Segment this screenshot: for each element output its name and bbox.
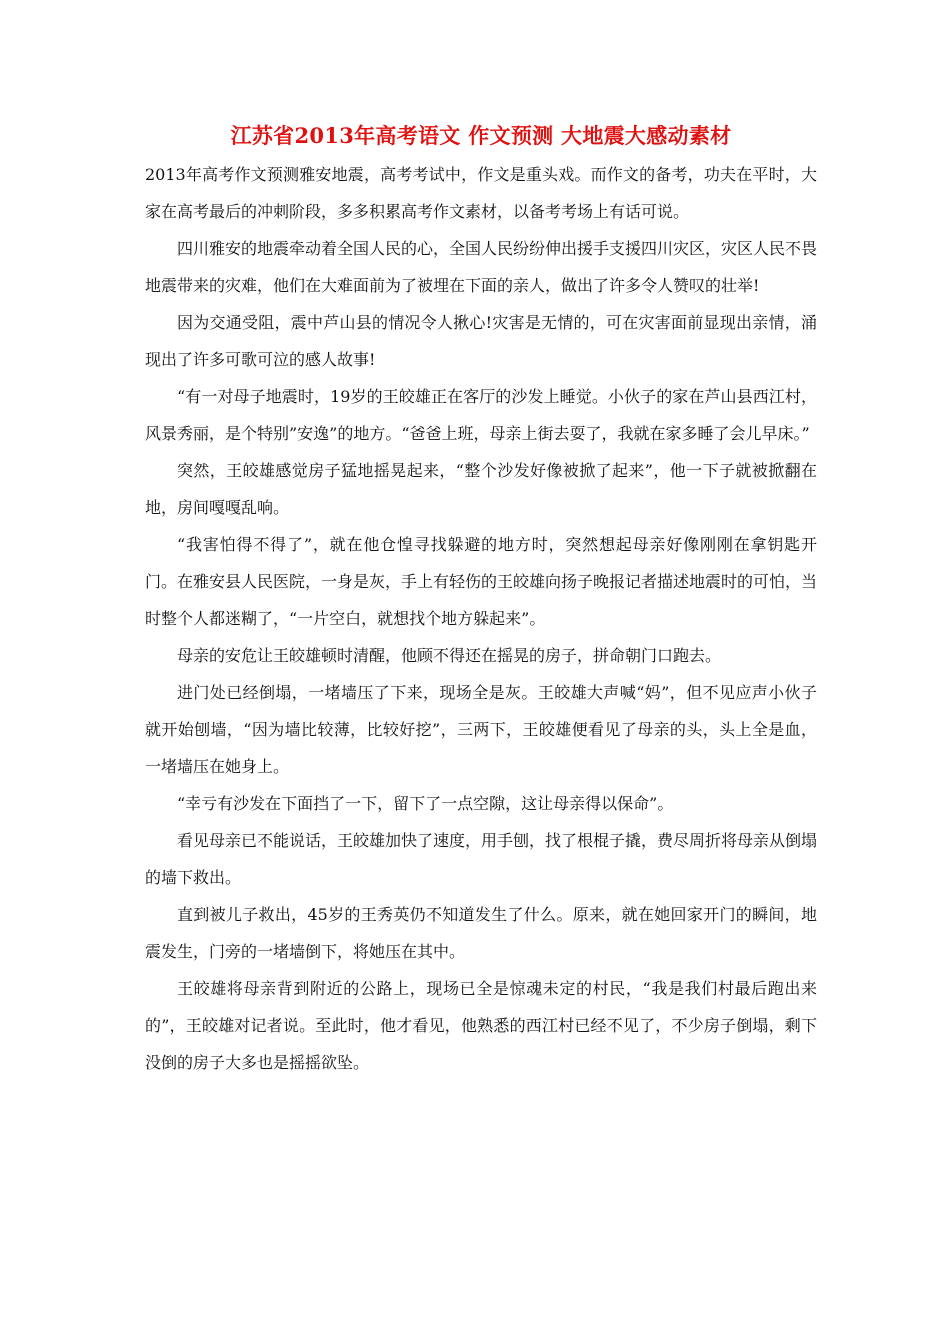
paragraph-entrance-collapsed: 进门处已经倒塌，一堵墙压了下来，现场全是灰。王皎雄大声喊“妈”，但不见应声小伙子就开始刨墙，“因为墙比较薄，比较好挖”，三两下，王皎雄便看见了母亲的头，头上全是血，一堵墙压在她身上。	[145, 683, 817, 776]
paragraph-mother-safety: 母亲的安危让王皎雄顿时清醒，他顾不得还在摇晃的房子，拼命朝门口跑去。	[177, 646, 722, 665]
paragraph-traffic-blocked: 因为交通受阻，震中芦山县的情况令人揪心!灾害是无情的，可在灾害面前显现出亲情，涌现出了许多可歌可泣的感人故事!	[145, 313, 817, 369]
document-title: 江苏省2013年高考语文 作文预测 大地震大感动素材	[230, 123, 732, 148]
paragraph-wang-xiuying: 直到被儿子救出，45岁的王秀英仍不知道发生了什么。原来，就在她回家开门的瞬间，地震发生，门旁的一堵墙倒下，将她压在其中。	[145, 905, 817, 961]
paragraph-afraid: “我害怕得不得了”，就在他仓惶寻找躲避的地方时，突然想起母亲好像刚刚在拿钥匙开门。在雅安县人民医院，一身是灰，手上有轻伤的王皎雄向扬子晚报记者描述地震时的可怕，当时整个人都迷糊了，“一片空白，就想找个地方躲起来”。	[145, 535, 818, 628]
paragraph-rescue: 看见母亲已不能说话，王皎雄加快了速度，用手刨，找了根棍子撬，费尽周折将母亲从倒塌的墙下救出。	[145, 831, 818, 887]
paragraph-village-gone: 王皎雄将母亲背到附近的公路上，现场已全是惊魂未定的村民，“我是我们村最后跑出来的”，王皎雄对记者说。至此时，他才看见，他熟悉的西江村已经不见了，不少房子倒塌，剩下没倒的房子大多也是摇摇欲坠。	[145, 979, 817, 1072]
paragraph-ya-an-nation: 四川雅安的地震牵动着全国人民的心，全国人民纷纷伸出援手支援四川灾区，灾区人民不畏地震带来的灾难，他们在大难面前为了被埋在下面的亲人，做出了许多令人赞叹的壮举!	[145, 239, 818, 295]
document-page	[145, 118, 817, 1081]
paragraph-intro: 2013年高考作文预测雅安地震，高考考试中，作文是重头戏。而作文的备考，功夫在平时，大家在高考最后的冲刺阶段，多多积累高考作文素材，以备考考场上有话可说。	[145, 165, 817, 221]
paragraph-sofa-saved: “幸亏有沙发在下面挡了一下，留下了一点空隙，这让母亲得以保命”。	[177, 794, 674, 813]
paragraph-mother-son: “有一对母子地震时，19岁的王皎雄正在客厅的沙发上睡觉。小伙子的家在芦山县西江村，风景秀丽，是个特别”安逸”的地方。“爸爸上班，母亲上街去耍了，我就在家多睡了会儿早床。”	[145, 387, 817, 443]
paragraph-sudden-shake: 突然，王皎雄感觉房子猛地摇晃起来，“整个沙发好像被掀了起来”，他一下子就被掀翻在地，房间嘎嘎乱响。	[145, 461, 817, 517]
